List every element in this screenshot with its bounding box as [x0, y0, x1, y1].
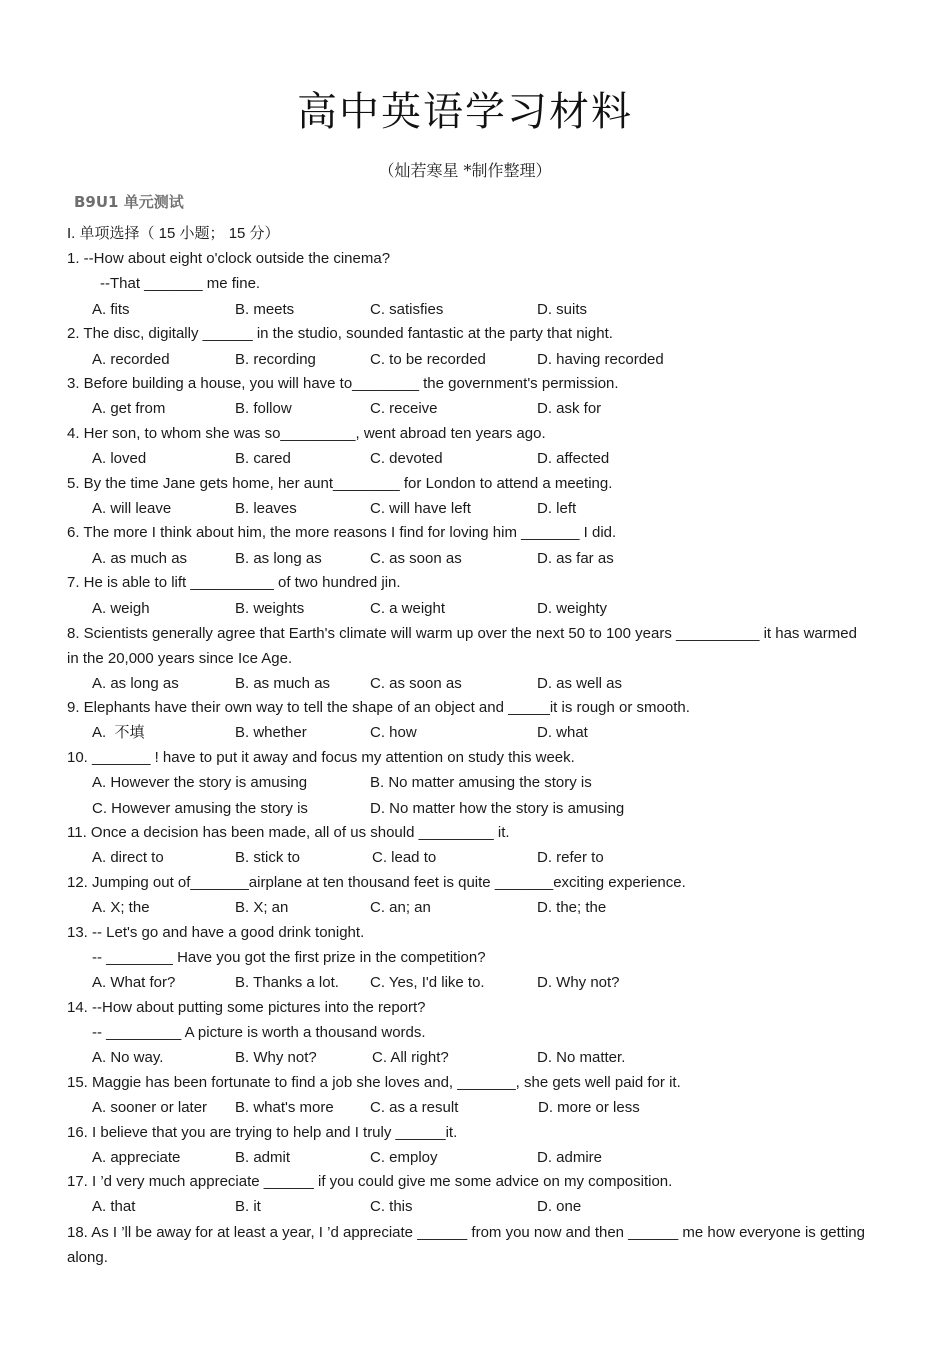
option: B. as long as: [235, 550, 322, 567]
dialogue-line: -- _________ A picture is worth a thousand words.: [92, 1024, 426, 1041]
option: D. what: [537, 724, 588, 741]
option: B. it: [235, 1198, 261, 1215]
question-stem: 4. Her son, to whom she was so_________, went abroad ten years ago.: [67, 425, 546, 442]
question-stem: 5. By the time Jane gets home, her aunt________ for London to attend a meeting.: [67, 475, 613, 492]
option: A. sooner or later: [92, 1099, 208, 1116]
option: B. Thanks a lot.: [235, 974, 339, 991]
option: D. No matter.: [537, 1049, 626, 1066]
option: C. All right?: [372, 1049, 449, 1066]
option: A. weigh: [92, 600, 150, 617]
option: B. follow: [235, 400, 292, 417]
option: B. cared: [235, 450, 291, 467]
option: D. left: [537, 500, 577, 517]
option: C. Yes, I'd like to.: [370, 974, 485, 991]
dialogue-line: --That _______ me fine.: [100, 275, 261, 292]
question-stem: 13. -- Let's go and have a good drink tonight.: [67, 924, 365, 941]
option: A. However the story is amusing: [92, 774, 308, 791]
option: D. Why not?: [537, 974, 620, 991]
option: A. appreciate: [92, 1149, 181, 1166]
option: D. the; the: [537, 899, 607, 916]
question-stem: 8. Scientists generally agree that Earth's climate will warm up over the next 50 to 100 years __________ it has warmed in the 20,000 years since Ice Age.: [67, 625, 857, 667]
option: D. more or less: [538, 1099, 640, 1116]
question-stem: 15. Maggie has been fortunate to find a job she loves and, _______, she gets well paid for it.: [67, 1074, 681, 1091]
option: C. However amusing the story is: [92, 800, 308, 817]
dialogue-line: -- ________ Have you got the first prize in the competition?: [92, 949, 486, 966]
option: B. admit: [235, 1149, 291, 1166]
question-stem: 18. As I ’ll be away for at least a year, I ’d appreciate ______ from you now and then ______ me how everyone is getting along.: [67, 1224, 865, 1266]
question-stem: 9. Elephants have their own way to tell the shape of an object and _____it is rough or smooth.: [67, 699, 690, 716]
option: C. will have left: [370, 500, 471, 517]
option: C. this: [370, 1198, 413, 1215]
option: B. as much as: [235, 675, 331, 692]
unit-label: B9U1 单元测试: [74, 193, 184, 211]
option: C. lead to: [372, 849, 437, 866]
option: B. X; an: [235, 899, 289, 916]
option: A. 不填: [92, 724, 145, 741]
page-title: 高中英语学习材料: [297, 89, 633, 135]
option: D. one: [537, 1198, 582, 1215]
option: B. weights: [235, 600, 305, 617]
option: B. whether: [235, 724, 307, 741]
option: C. devoted: [370, 450, 443, 467]
option: B. meets: [235, 301, 295, 318]
option: A. get from: [92, 400, 166, 417]
option: B. recording: [235, 351, 316, 368]
page-subtitle: （灿若寒星 *制作整理）: [378, 161, 552, 180]
option: C. an; an: [370, 899, 431, 916]
option: D. refer to: [537, 849, 604, 866]
question-stem: 16. I believe that you are trying to help and I truly ______it.: [67, 1124, 458, 1141]
option: D. suits: [537, 301, 588, 318]
option: C. a weight: [370, 600, 446, 617]
option: C. employ: [370, 1149, 438, 1166]
question-stem: 3. Before building a house, you will have to________ the government's permission.: [67, 375, 619, 392]
question-stem: 7. He is able to lift __________ of two hundred jin.: [67, 574, 401, 591]
option: D. weighty: [537, 600, 608, 617]
option: A. will leave: [92, 500, 172, 517]
option: C. how: [370, 724, 417, 741]
option: C. receive: [370, 400, 438, 417]
option: C. to be recorded: [370, 351, 486, 368]
option: A. direct to: [92, 849, 164, 866]
option: B. what's more: [235, 1099, 334, 1116]
question-stem: 1. --How about eight o'clock outside the cinema?: [67, 250, 391, 267]
option: A. What for?: [92, 974, 176, 991]
question-stem: 17. I ’d very much appreciate ______ if you could give me some advice on my composition.: [67, 1173, 673, 1190]
option: A. fits: [92, 301, 130, 318]
option: D. as well as: [537, 675, 623, 692]
option: A. No way.: [92, 1049, 164, 1066]
option: D. having recorded: [537, 351, 664, 368]
option: A. X; the: [92, 899, 150, 916]
section-heading: I. 单项选择（ 15 小题； 15 分）: [67, 225, 280, 242]
option: B. stick to: [235, 849, 301, 866]
option: C. as a result: [370, 1099, 459, 1116]
option: D. No matter how the story is amusing: [370, 800, 625, 817]
option: B. leaves: [235, 500, 297, 517]
option: C. satisfies: [370, 301, 444, 318]
question-stem: 11. Once a decision has been made, all of us should _________ it.: [67, 824, 510, 841]
question-stem: 10. _______ ! have to put it away and focus my attention on study this week.: [67, 749, 575, 766]
option: B. No matter amusing the story is: [370, 774, 592, 791]
question-stem: 14. --How about putting some pictures into the report?: [67, 999, 426, 1016]
question-stem: 2. The disc, digitally ______ in the studio, sounded fantastic at the party that night.: [67, 325, 613, 342]
option: A. loved: [92, 450, 147, 467]
option: C. as soon as: [370, 550, 462, 567]
question-stem: 12. Jumping out of_______airplane at ten thousand feet is quite _______exciting experience.: [67, 874, 686, 891]
question-stem: 6. The more I think about him, the more reasons I find for loving him _______ I did.: [67, 524, 617, 541]
option: A. that: [92, 1198, 136, 1215]
option: B. Why not?: [235, 1049, 317, 1066]
option: D. ask for: [537, 400, 602, 417]
option: A. as much as: [92, 550, 188, 567]
option: D. admire: [537, 1149, 603, 1166]
option: A. as long as: [92, 675, 179, 692]
option: D. affected: [537, 450, 610, 467]
option: D. as far as: [537, 550, 614, 567]
option: A. recorded: [92, 351, 170, 368]
option: C. as soon as: [370, 675, 462, 692]
